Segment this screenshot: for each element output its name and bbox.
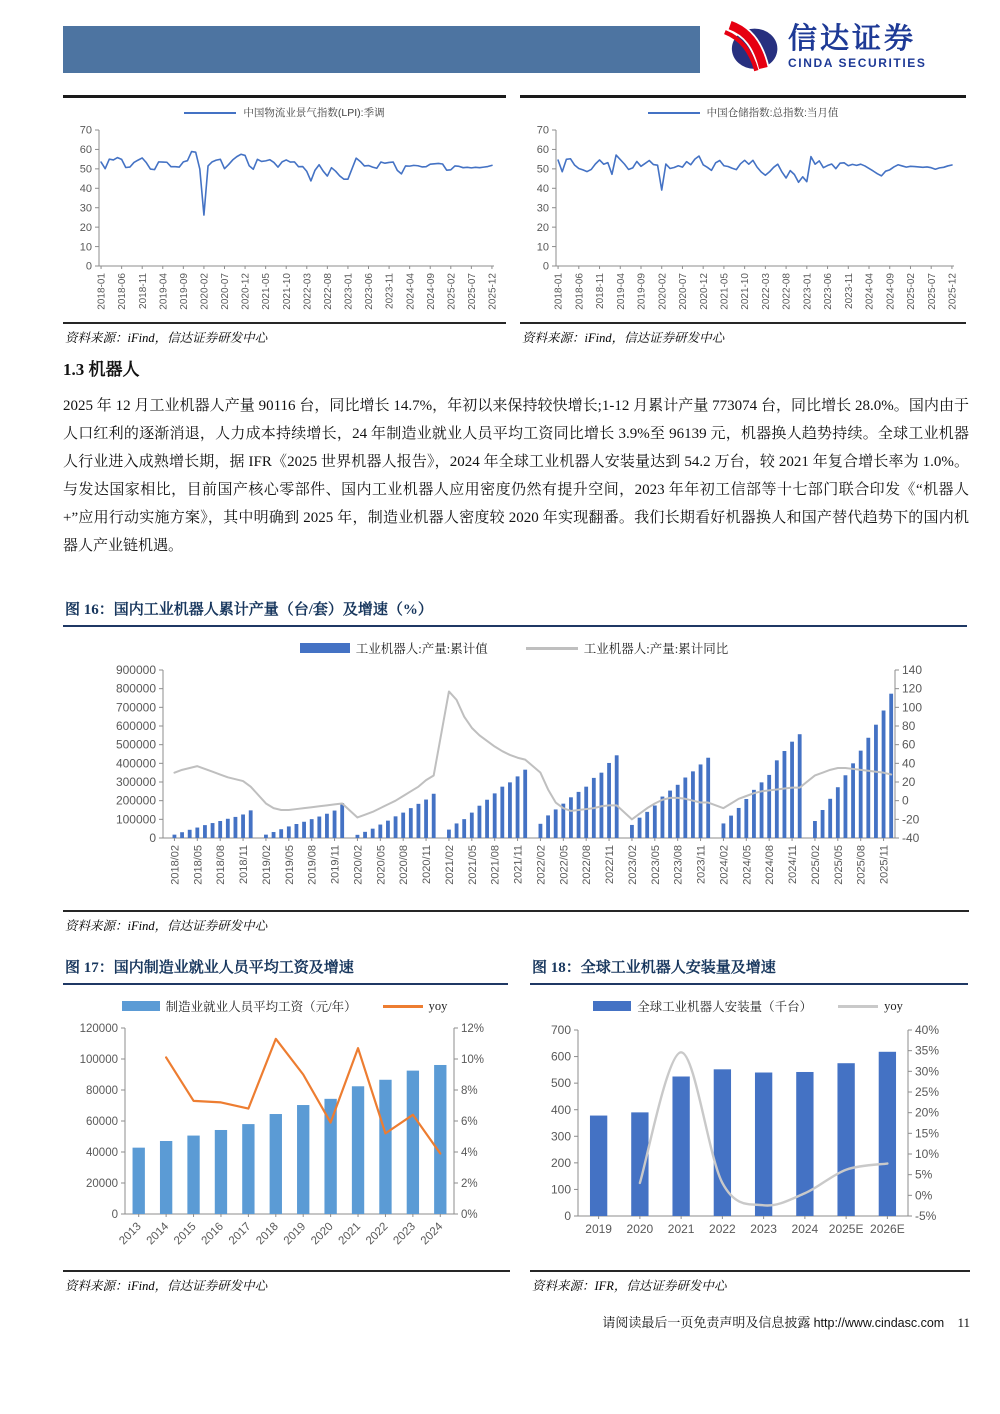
svg-text:2021-05: 2021-05 xyxy=(719,273,731,310)
svg-text:2019/11: 2019/11 xyxy=(329,845,342,884)
page-footer xyxy=(380,1312,970,1331)
svg-text:2022: 2022 xyxy=(709,1222,736,1236)
svg-text:0: 0 xyxy=(564,1209,571,1224)
svg-text:40: 40 xyxy=(536,183,549,196)
svg-text:2024/02: 2024/02 xyxy=(718,845,731,885)
svg-text:2018: 2018 xyxy=(254,1220,281,1248)
svg-text:0: 0 xyxy=(149,831,156,846)
svg-text:25%: 25% xyxy=(915,1085,940,1100)
svg-text:500000: 500000 xyxy=(115,737,156,752)
svg-text:2019: 2019 xyxy=(585,1222,612,1236)
svg-text:2017: 2017 xyxy=(226,1220,254,1248)
brand-name-en: CINDA SECURITIES xyxy=(788,56,927,70)
line-legend-marker xyxy=(383,1005,423,1008)
svg-text:2016: 2016 xyxy=(199,1220,227,1248)
svg-text:50: 50 xyxy=(536,163,549,176)
svg-text:0%: 0% xyxy=(915,1188,933,1203)
svg-text:700: 700 xyxy=(550,1023,571,1038)
svg-text:2022-03: 2022-03 xyxy=(760,273,772,310)
header-band xyxy=(63,26,700,73)
svg-text:100000: 100000 xyxy=(115,812,156,827)
figure-lpi-panel xyxy=(63,95,506,346)
footer-url[interactable]: http://www.cindasc.com xyxy=(813,1316,945,1330)
svg-text:100000: 100000 xyxy=(79,1053,118,1066)
footer-disclaimer: 请阅读最后一页免责声明及信息披露 xyxy=(602,1315,811,1330)
svg-text:2020-02: 2020-02 xyxy=(199,273,211,310)
svg-text:0: 0 xyxy=(111,1208,118,1221)
fig17-legend-bar-label: 制造业就业人员平均工资（元/年） xyxy=(165,1000,357,1014)
svg-text:2021/02: 2021/02 xyxy=(443,845,456,885)
svg-text:2019-09: 2019-09 xyxy=(178,273,190,310)
svg-text:40%: 40% xyxy=(915,1023,940,1038)
svg-text:2025-07: 2025-07 xyxy=(466,273,478,310)
svg-text:2%: 2% xyxy=(461,1177,478,1190)
lpi-line-chart xyxy=(63,122,506,322)
svg-text:10%: 10% xyxy=(915,1147,940,1162)
svg-text:2015: 2015 xyxy=(172,1220,199,1248)
svg-text:35%: 35% xyxy=(915,1043,940,1058)
svg-text:2025/08: 2025/08 xyxy=(855,845,868,885)
bar-legend-marker xyxy=(122,1001,160,1011)
svg-text:2023-06: 2023-06 xyxy=(823,273,835,310)
svg-text:300000: 300000 xyxy=(115,775,156,790)
svg-text:2023/05: 2023/05 xyxy=(649,845,662,885)
company-logo xyxy=(724,17,976,77)
svg-text:120000: 120000 xyxy=(79,1022,118,1035)
svg-text:2014: 2014 xyxy=(144,1220,172,1248)
svg-text:80: 80 xyxy=(902,719,916,734)
svg-text:2020/08: 2020/08 xyxy=(398,845,411,885)
svg-text:60: 60 xyxy=(536,144,549,157)
svg-text:200000: 200000 xyxy=(115,793,156,808)
svg-text:30: 30 xyxy=(79,202,92,215)
svg-text:10: 10 xyxy=(79,241,92,254)
fig16-bar-line-chart xyxy=(63,658,965,910)
svg-text:2019-04: 2019-04 xyxy=(615,273,627,310)
svg-text:2019/08: 2019/08 xyxy=(306,845,319,885)
svg-text:2019/05: 2019/05 xyxy=(283,845,296,885)
svg-text:2024/05: 2024/05 xyxy=(741,845,754,885)
svg-text:2018/02: 2018/02 xyxy=(169,845,182,885)
svg-text:100: 100 xyxy=(550,1182,571,1197)
lpi-source: 资料来源：iFind，信达证券研发中心 xyxy=(63,322,506,346)
svg-text:-40: -40 xyxy=(902,831,920,846)
svg-text:2024-04: 2024-04 xyxy=(864,273,876,310)
body-paragraph: 2025 年 12 月工业机器人产量 90116 台，同比增长 14.7%，年初以来保持较快增长;1-12 月累计产量 773074 台，同比增长 28.0%。国内由于人口红利的逐渐消退，人力成本持续增长，24 年制造业就业人员平均工资同比增长 3.9%至 96139 元，机器换人趋势持续。全球工业机器人行业进入成熟增长期，据 IFR《2025 世界机器人报告》，2024 年全球工业机器人安装量达到 54.2 万台，较 2021 年复合增长率为 1.0%。与发达国家相比，目前国产核心零部件、国内工业机器人应用密度仍然有提升空间，2023 年年初工信部等十七部门联合印发《“机器人+”应用行动实施方案》，其中明确到 2025 年，制造业机器人密度较 2020 年实现翻番。我们长期看好机器换人和国产替代趋势下的国内机器人产业链机遇。 xyxy=(63,398,969,555)
lpi-legend xyxy=(63,105,506,120)
svg-text:10: 10 xyxy=(536,241,549,254)
fig18-legend-line-label: yoy xyxy=(884,998,903,1013)
svg-text:400000: 400000 xyxy=(115,756,156,771)
svg-text:4%: 4% xyxy=(461,1146,478,1159)
svg-text:2024-09: 2024-09 xyxy=(425,273,437,310)
svg-text:2013: 2013 xyxy=(117,1220,144,1248)
svg-text:12%: 12% xyxy=(461,1022,485,1035)
svg-text:20: 20 xyxy=(536,221,549,234)
svg-text:2025/05: 2025/05 xyxy=(832,845,845,885)
svg-text:60: 60 xyxy=(902,737,916,752)
svg-text:2019: 2019 xyxy=(281,1220,309,1248)
svg-text:2024-04: 2024-04 xyxy=(405,273,417,310)
fig18-source: 资料来源：IFR，信达证券研发中心 xyxy=(530,1270,970,1294)
svg-text:20: 20 xyxy=(902,775,916,790)
svg-text:2020/11: 2020/11 xyxy=(421,845,434,884)
svg-text:2020-02: 2020-02 xyxy=(657,273,669,310)
svg-text:2018-01: 2018-01 xyxy=(553,273,565,310)
svg-text:600000: 600000 xyxy=(115,719,156,734)
svg-text:2020/02: 2020/02 xyxy=(352,845,365,885)
svg-text:70: 70 xyxy=(536,124,549,137)
svg-text:40: 40 xyxy=(902,756,916,771)
svg-text:2018-01: 2018-01 xyxy=(96,273,108,310)
svg-text:15%: 15% xyxy=(915,1126,940,1141)
svg-text:80000: 80000 xyxy=(86,1084,118,1097)
svg-text:2025/02: 2025/02 xyxy=(809,845,822,885)
svg-text:2024: 2024 xyxy=(418,1220,446,1248)
svg-text:140: 140 xyxy=(902,663,923,678)
svg-text:2022-03: 2022-03 xyxy=(302,273,314,310)
svg-text:2021-05: 2021-05 xyxy=(261,273,273,310)
bar-legend-marker xyxy=(593,1001,631,1011)
svg-text:2020-12: 2020-12 xyxy=(698,273,710,310)
fig17-legend xyxy=(63,997,506,1015)
svg-text:2018-11: 2018-11 xyxy=(137,273,149,309)
svg-text:2023/08: 2023/08 xyxy=(672,845,685,885)
svg-text:100: 100 xyxy=(902,700,923,715)
svg-text:200: 200 xyxy=(550,1155,571,1170)
svg-text:2023: 2023 xyxy=(750,1222,777,1236)
fig17-caption: 图 17：国内制造业就业人员平均工资及增速 xyxy=(63,956,508,985)
fig18-bar-line-chart xyxy=(530,1016,964,1268)
svg-text:2019/02: 2019/02 xyxy=(260,845,273,885)
svg-text:10%: 10% xyxy=(461,1053,485,1066)
svg-text:2024/08: 2024/08 xyxy=(764,845,777,885)
svg-text:2023-11: 2023-11 xyxy=(843,273,855,309)
svg-text:2021: 2021 xyxy=(667,1222,695,1236)
fig16-source: 资料来源：iFind，信达证券研发中心 xyxy=(63,910,969,934)
svg-text:2021: 2021 xyxy=(336,1220,364,1248)
fig16-legend-line-label: 工业机器人:产量:累计同比 xyxy=(583,642,729,656)
svg-text:2023/02: 2023/02 xyxy=(626,845,639,885)
svg-text:2020-07: 2020-07 xyxy=(678,273,690,310)
storage-legend xyxy=(520,105,966,120)
svg-text:2025-07: 2025-07 xyxy=(926,273,938,310)
svg-text:5%: 5% xyxy=(915,1167,933,1182)
svg-text:2021-10: 2021-10 xyxy=(281,273,293,310)
svg-text:2024-09: 2024-09 xyxy=(885,273,897,310)
svg-text:2021/08: 2021/08 xyxy=(489,845,502,885)
svg-text:2024/11: 2024/11 xyxy=(787,845,800,884)
svg-text:2023/11: 2023/11 xyxy=(695,845,708,884)
svg-text:2026E: 2026E xyxy=(870,1222,905,1236)
fig16-legend xyxy=(63,639,965,657)
svg-text:400: 400 xyxy=(550,1102,571,1117)
svg-text:30: 30 xyxy=(536,202,549,215)
svg-text:2023-01: 2023-01 xyxy=(802,273,814,310)
svg-text:-5%: -5% xyxy=(915,1209,937,1224)
svg-text:6%: 6% xyxy=(461,1115,478,1128)
svg-text:-20: -20 xyxy=(902,812,920,827)
svg-text:50: 50 xyxy=(79,163,92,176)
svg-text:800000: 800000 xyxy=(115,681,156,696)
svg-text:2018/11: 2018/11 xyxy=(238,845,251,884)
fig17-legend-line-label: yoy xyxy=(428,998,448,1013)
cinda-globe-swoosh-icon xyxy=(724,20,780,74)
svg-text:20: 20 xyxy=(79,221,92,234)
svg-text:2020-12: 2020-12 xyxy=(240,273,252,310)
svg-text:0%: 0% xyxy=(461,1208,478,1221)
svg-text:2018-06: 2018-06 xyxy=(117,273,129,310)
svg-text:2025-02: 2025-02 xyxy=(906,273,918,310)
svg-text:2023-06: 2023-06 xyxy=(364,273,376,310)
svg-text:2018/05: 2018/05 xyxy=(192,845,205,885)
svg-text:2020/05: 2020/05 xyxy=(375,845,388,885)
bar-legend-marker xyxy=(300,643,350,653)
svg-text:2022/02: 2022/02 xyxy=(535,845,548,885)
storage-line-chart xyxy=(520,122,966,322)
svg-text:120: 120 xyxy=(902,681,923,696)
svg-text:2022-08: 2022-08 xyxy=(781,273,793,310)
svg-text:2022: 2022 xyxy=(363,1220,391,1248)
svg-text:500: 500 xyxy=(550,1076,571,1091)
svg-text:20000: 20000 xyxy=(86,1177,118,1190)
svg-text:2023-01: 2023-01 xyxy=(343,273,355,310)
svg-text:2020: 2020 xyxy=(626,1222,654,1236)
fig17-bar-line-chart xyxy=(63,1016,504,1268)
svg-text:700000: 700000 xyxy=(115,700,156,715)
svg-text:2022/05: 2022/05 xyxy=(558,845,571,885)
storage-source: 资料来源：iFind，信达证券研发中心 xyxy=(520,322,966,346)
svg-text:40: 40 xyxy=(79,183,92,196)
line-legend-marker xyxy=(648,112,700,114)
svg-text:300: 300 xyxy=(550,1129,571,1144)
svg-text:20%: 20% xyxy=(915,1105,940,1120)
page-number: 11 xyxy=(957,1315,970,1330)
brand-name-cn: 信达证券 xyxy=(788,23,917,55)
svg-text:2024: 2024 xyxy=(791,1222,819,1236)
svg-text:70: 70 xyxy=(79,124,92,137)
svg-text:2020: 2020 xyxy=(309,1220,336,1248)
fig18-caption: 图 18：全球工业机器人安装量及增速 xyxy=(530,956,968,985)
svg-text:0: 0 xyxy=(542,260,549,273)
svg-text:2025-02: 2025-02 xyxy=(446,273,458,310)
section-heading: 1.3 机器人 xyxy=(63,360,140,379)
fig17-source: 资料来源：iFind，信达证券研发中心 xyxy=(63,1270,510,1294)
svg-text:2018-11: 2018-11 xyxy=(595,273,607,309)
svg-text:2022/11: 2022/11 xyxy=(604,845,617,884)
svg-text:2022/08: 2022/08 xyxy=(581,845,594,885)
svg-text:0: 0 xyxy=(85,260,92,273)
svg-text:2019-09: 2019-09 xyxy=(636,273,648,310)
svg-text:2019-04: 2019-04 xyxy=(158,273,170,310)
svg-text:2021/11: 2021/11 xyxy=(512,845,525,884)
line-legend-marker xyxy=(526,647,578,650)
svg-text:2021/05: 2021/05 xyxy=(466,845,479,885)
svg-text:2021-10: 2021-10 xyxy=(740,273,752,310)
svg-text:2022-08: 2022-08 xyxy=(322,273,334,310)
line-legend-marker xyxy=(838,1005,878,1008)
svg-text:60: 60 xyxy=(79,144,92,157)
lpi-legend-label: 中国物流业景气指数(LPI):季调 xyxy=(243,107,385,119)
svg-text:2018/08: 2018/08 xyxy=(215,845,228,885)
svg-text:0: 0 xyxy=(902,793,909,808)
svg-text:2020-07: 2020-07 xyxy=(220,273,232,310)
fig18-legend xyxy=(530,997,966,1015)
svg-text:2023-11: 2023-11 xyxy=(384,273,396,309)
svg-text:2025E: 2025E xyxy=(828,1222,864,1236)
line-legend-marker xyxy=(184,112,236,114)
svg-text:2025-12: 2025-12 xyxy=(487,273,499,310)
fig16-legend-bar-label: 工业机器人:产量:累计值 xyxy=(355,642,488,656)
svg-text:30%: 30% xyxy=(915,1064,940,1079)
svg-text:2025/11: 2025/11 xyxy=(878,845,891,884)
svg-text:40000: 40000 xyxy=(86,1146,118,1159)
svg-text:2025-12: 2025-12 xyxy=(947,273,959,310)
fig18-legend-bar-label: 全球工业机器人安装量（千台） xyxy=(637,1000,813,1014)
svg-text:8%: 8% xyxy=(461,1084,478,1097)
svg-text:900000: 900000 xyxy=(115,663,156,678)
storage-legend-label: 中国仓储指数:总指数:当月值 xyxy=(706,107,839,119)
figure-storage-panel xyxy=(520,95,966,346)
svg-text:60000: 60000 xyxy=(86,1115,118,1128)
svg-text:2023: 2023 xyxy=(391,1220,418,1248)
svg-text:600: 600 xyxy=(550,1049,571,1064)
svg-text:2018-06: 2018-06 xyxy=(574,273,586,310)
fig16-caption: 图 16：国内工业机器人累计产量（台/套）及增速（%） xyxy=(63,598,967,627)
